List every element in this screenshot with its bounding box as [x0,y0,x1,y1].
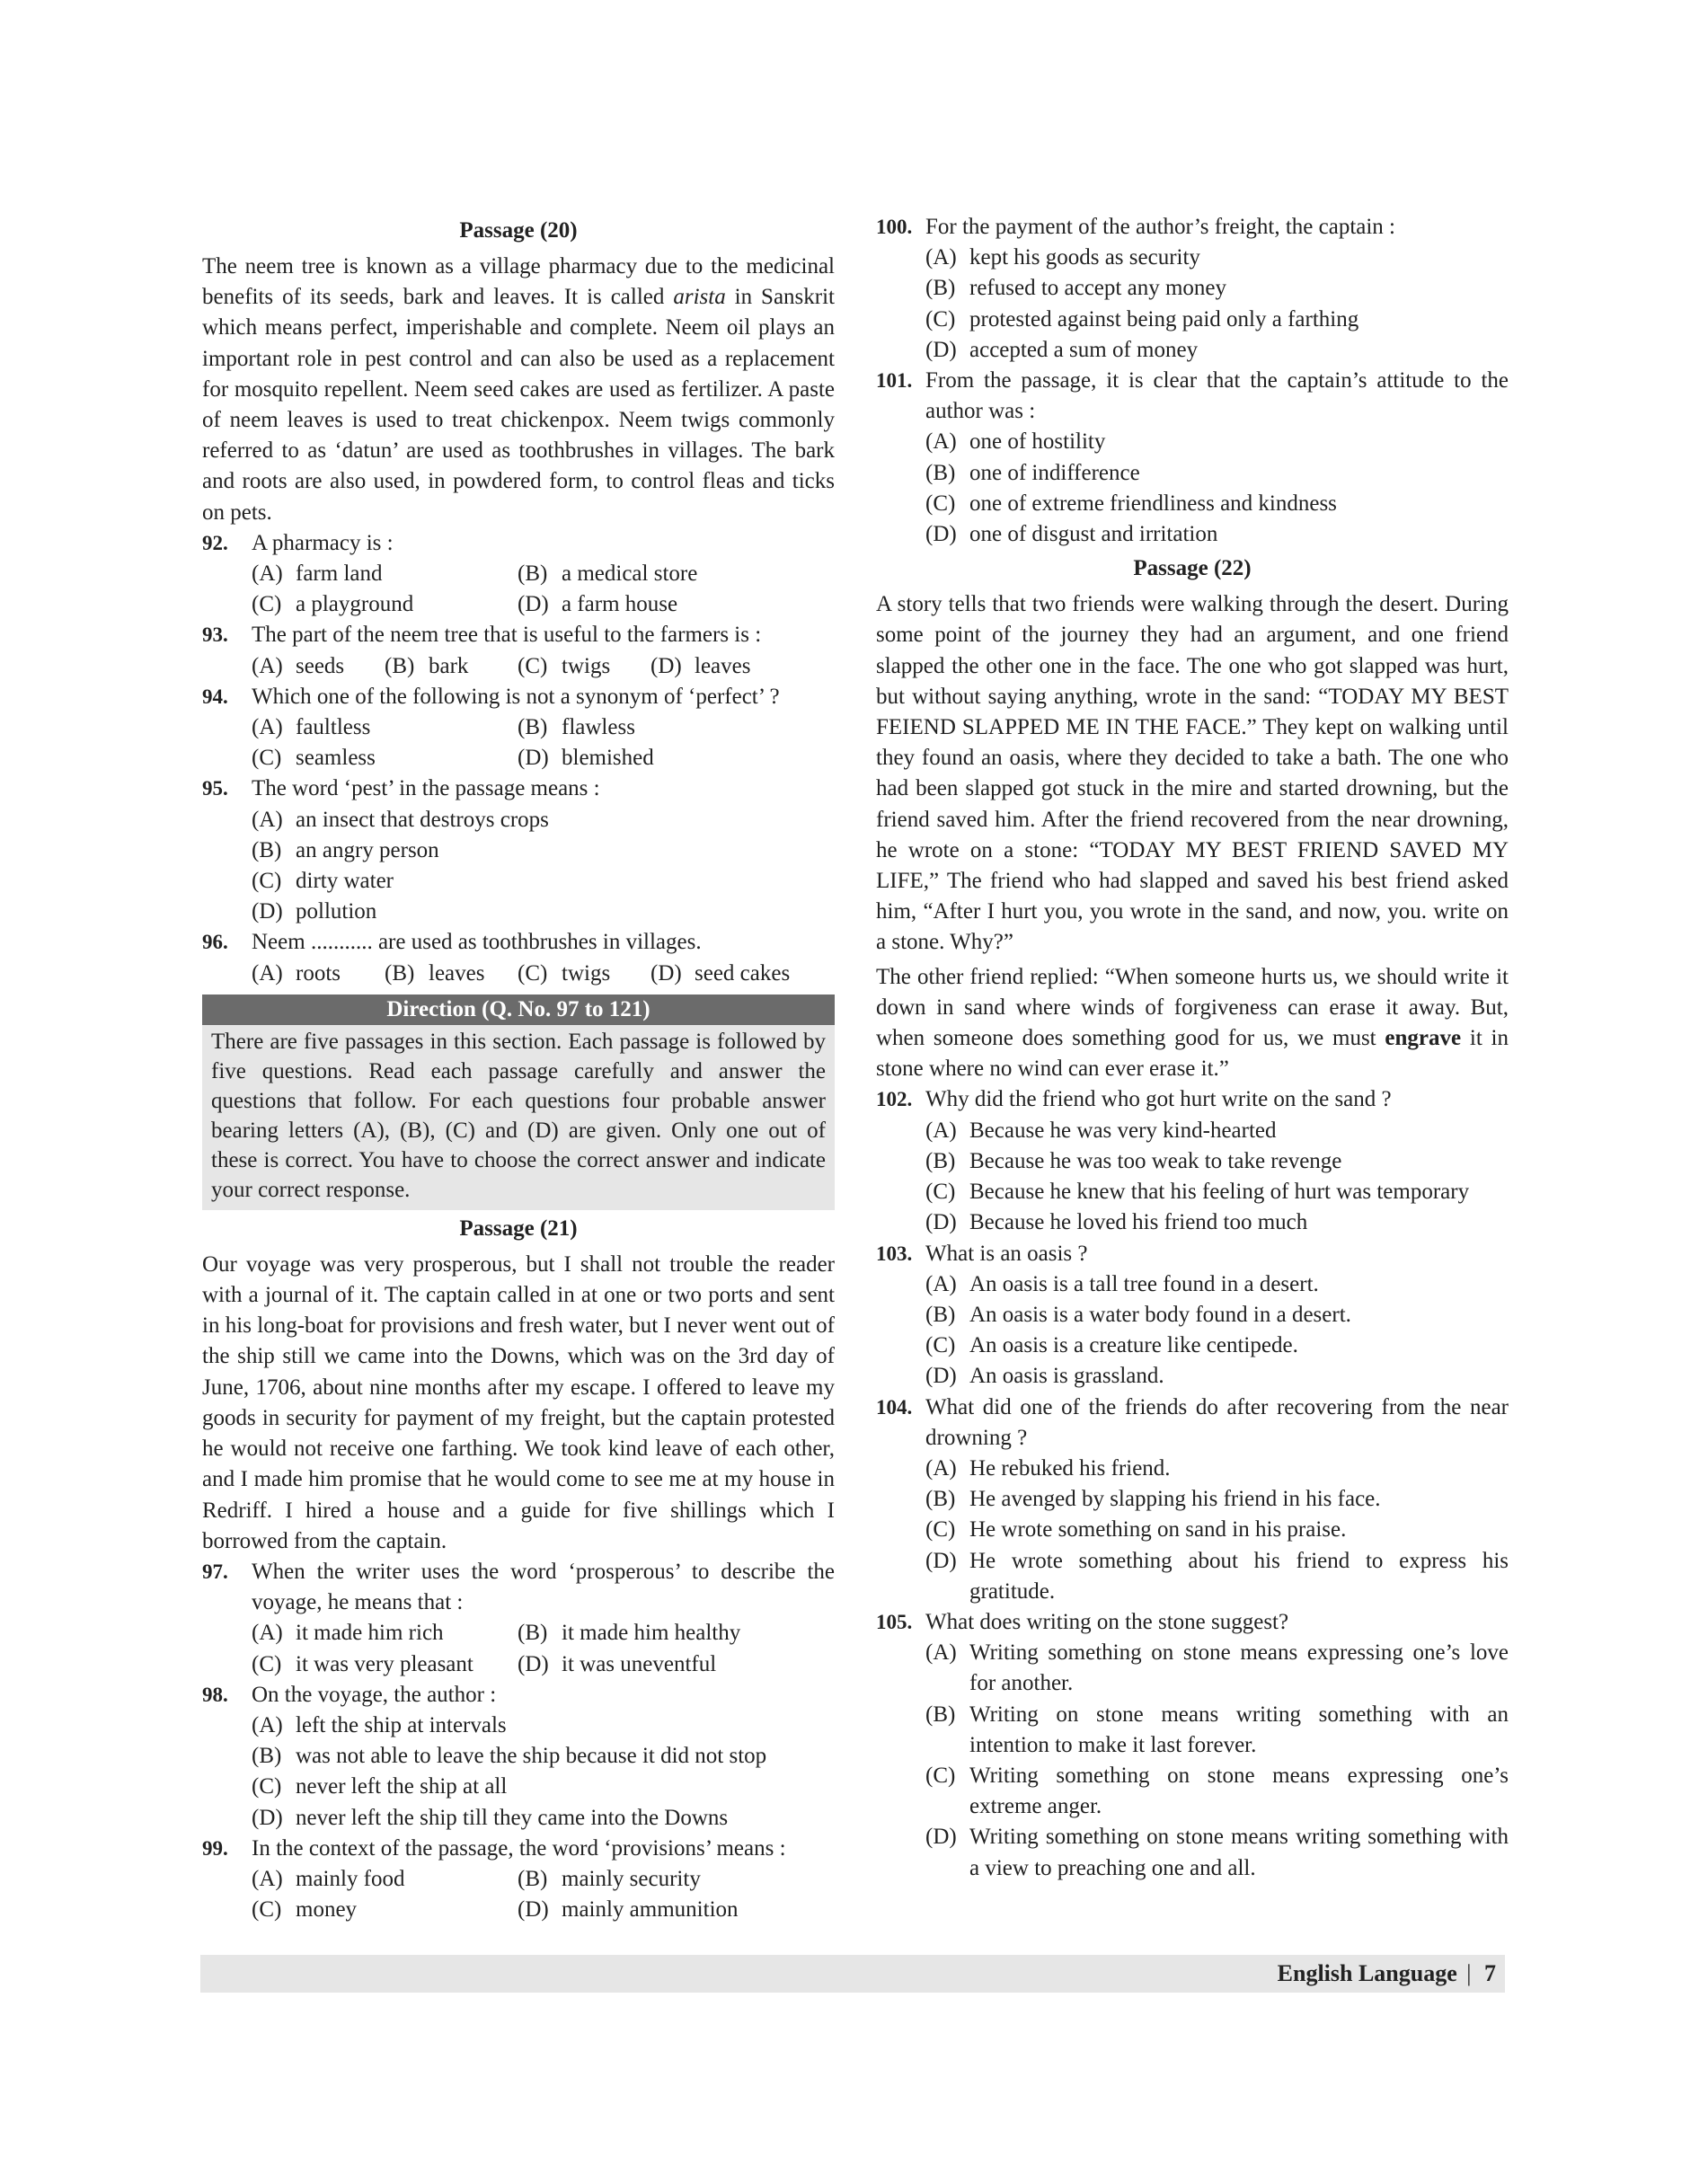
question-99 [202,1834,835,1926]
option-c: (C) Writing something on stone means expressing one’s extreme anger. [925,1763,1509,1819]
question-101 [876,366,1509,550]
question-number: 100. [876,216,913,238]
option-c: (C) twigs [518,653,611,678]
option-a: (A) an insect that destroys crops [252,807,549,832]
option-a: (A) seeds [252,653,345,678]
question-100 [876,212,1509,366]
option-d: (D) seed cakes [650,960,791,986]
question-number: 103. [876,1242,913,1265]
option-d: (D) mainly ammunition [518,1897,739,1923]
option-b: (B) Writing on stone means writing something with an intention to make it last forever. [925,1702,1509,1757]
option-d: (D) He wrote something about his friend to express his gratitude. [925,1548,1509,1604]
option-c: (C) never left the ship at all [252,1774,508,1799]
option-c: (C) He wrote something on sand in his praise. [925,1517,1347,1543]
option-c: (C) a playground [252,592,414,617]
option-a: (A) kept his goods as security [925,245,1200,270]
option-b: (B) mainly security [518,1866,701,1891]
option-b: (B) bark [385,653,469,678]
passage-22-text-part: The other friend replied: “When someone hurts us, we should write it down in sand where winds of forgiveness can erase it away. But, when someone does something good for us, we must [876,964,1509,1051]
question-number: 94. [202,685,228,708]
option-c: (C) dirty water [252,869,394,894]
option-b: (B) refused to accept any money [925,276,1226,301]
question-number: 99. [202,1836,228,1860]
passage-22-text-part: it in stone where no wind can ever erase it.” [876,1026,1509,1082]
option-b: (B) was not able to leave the ship because it did not stop [252,1744,767,1769]
option-b: (B) leaves [385,960,485,986]
passage-22-text: A story tells that two friends were walking through the desert. During some point of the journey they had an argument, and one friend slapped the other one in the face. The one who got slapped was hurt, but without saying anything, wrote in the sand: “TODAY MY BEST FEIEND SLAPPED ME IN THE FACE.” They kept on walking until they found an oasis, where they decided to take a bath. The one who had been slapped got stuck in the mire and started drowning, but the friend saved him. After the friend recovered from the near drowning, he wrote on a stone: “TODAY MY BEST FRIEND SAVED MY LIFE,” The friend who had slapped and saved his best friend asked him, “After I hurt you, you wrote in the sand, and now, you. write on a stone. Why?” [876,592,1509,955]
question-97 [202,1557,835,1680]
option-c: (C) Because he knew that his feeling of hurt was temporary [925,1180,1470,1205]
question-number: 102. [876,1088,913,1111]
passage-21-text: Our voyage was very prosperous, but I shall not trouble the reader with a journal of it. The captain called in at one or two ports and sent in his long-boat for provisions and fresh water, but I never went out of the ship still we came into the Downs, which was on the 3rd day of June, 1706, about nine months after my escape. I offered to leave my goods in security for payment of my freight, but the captain protested he would not receive one farthing. We took kind leave of each other, and I made him promise that he would come to see me at my house in Redriff. I hired a house and a guide for five shillings which I borrowed from the captain. [202,1251,835,1553]
option-b: (B) Because he was too weak to take revenge [925,1148,1342,1173]
question-text: What does writing on the stone suggest? [925,1609,1289,1634]
question-text: Which one of the following is not a synonym of ‘perfect’ ? [252,684,780,709]
question-number: 105. [876,1610,913,1633]
option-a: (A) left the ship at intervals [252,1712,507,1737]
option-a: (A) Because he was very kind-hearted [925,1118,1277,1143]
passage-22-bold-word: engrave [1385,1026,1462,1051]
option-c: (C) money [252,1897,358,1923]
option-c: (C) twigs [518,960,611,986]
option-a: (A) farm land [252,561,383,587]
question-93 [202,620,835,681]
option-a: (A) mainly food [252,1866,405,1891]
option-d: (D) never left the ship till they came into the Downs [252,1805,729,1830]
option-a: (A) roots [252,960,341,986]
question-number: 95. [202,777,228,800]
option-a: (A) faultless [252,715,371,740]
option-d: (D) Writing something on stone means writing something with a view to preaching one and all. [925,1825,1509,1880]
passage-22-title: Passage (22) [1133,556,1252,581]
question-text: For the payment of the author’s freight, the captain : [925,215,1395,239]
option-b: (B) it made him healthy [518,1621,741,1646]
question-number: 101. [876,369,913,393]
question-102 [876,1084,1509,1238]
option-a: (A) An oasis is a tall tree found in a desert. [925,1271,1319,1296]
question-text: What did one of the friends do after recovering from the near drowning ? [925,1394,1509,1450]
passage-20-text-part: The neem tree is known as a village pharmacy due to the medicinal benefits of its seeds, bark and leaves. It is called [202,254,835,310]
question-104 [876,1392,1509,1607]
footer-separator: | [1466,1960,1472,1986]
option-b: (B) a medical store [518,561,698,587]
option-d: (D) it was uneventful [518,1651,717,1676]
option-d: (D) An oasis is grassland. [925,1364,1164,1389]
direction-header: Direction (Q. No. 97 to 121) [202,995,835,1025]
option-b: (B) flawless [518,715,635,740]
question-text: The word ‘pest’ in the passage means : [252,776,600,801]
option-d: (D) blemished [518,746,654,771]
question-text: What is an oasis ? [925,1241,1088,1266]
option-c: (C) one of extreme friendliness and kindness [925,491,1337,516]
option-d: (D) accepted a sum of money [925,337,1199,362]
question-number: 98. [202,1683,228,1706]
question-105 [876,1607,1509,1884]
question-number: 104. [876,1395,913,1419]
right-column [876,212,1509,1884]
question-95 [202,774,835,927]
question-103 [876,1239,1509,1392]
passage-22-text-continued [876,962,1509,1085]
option-a: (A) it made him rich [252,1621,444,1646]
option-d: (D) pollution [252,899,377,924]
question-text: On the voyage, the author : [252,1682,497,1707]
passage-20-text-part: in Sanskrit which means perfect, imperishable and complete. Neem oil plays an important role in pest control and can also be used as a replacement for mosquito repellent. Neem seed cakes are used as fertilizer. A paste of neem leaves is used to treat chickenpox. Neem twigs commonly referred to as ‘datun’ are used as toothbrushes in villages. The bark and roots are also used, in powdered form, to control fleas and ticks on pets. [202,285,835,525]
passage-20-italic-word: arista [673,285,726,310]
passage-20-text [202,252,835,528]
passage-20-title: Passage (20) [459,218,578,243]
direction-text: There are five passages in this section. Each passage is followed by five questions. Read each passage carefully and answer the questions that follow. For each questions four probable answer bearing letters (A), (B), (C) and (D) are given. Only one out of these is correct. You have to choose the correct answer and indicate your correct response. [202,1025,835,1210]
option-a: (A) Writing something on stone means expressing one’s love for another. [925,1640,1509,1696]
option-d: (D) Because he loved his friend too much [925,1210,1308,1235]
question-number: 93. [202,623,228,647]
option-d: (D) leaves [650,653,751,678]
page-number: 7 [1484,1960,1496,1986]
question-96 [202,927,835,988]
question-number: 96. [202,931,228,954]
option-b: (B) He avenged by slapping his friend in his face. [925,1487,1381,1512]
question-text: When the writer uses the word ‘prosperous’ to describe the voyage, he means that : [252,1559,835,1615]
question-text: From the passage, it is clear that the captain’s attitude to the author was : [925,368,1509,424]
option-c: (C) An oasis is a creature like centipede. [925,1333,1298,1358]
left-column [202,212,835,1925]
passage-21-title: Passage (21) [459,1216,578,1241]
question-number: 97. [202,1560,228,1583]
option-b: (B) an angry person [252,837,439,862]
question-text: In the context of the passage, the word ‘provisions’ means : [252,1835,786,1861]
option-b: (B) one of indifference [925,460,1140,485]
option-c: (C) it was very pleasant [252,1651,473,1676]
option-c: (C) seamless [252,746,376,771]
question-text: The part of the neem tree that is useful to the farmers is : [252,623,762,648]
question-text: Neem ........... are used as toothbrushes in villages. [252,930,702,955]
question-92 [202,528,835,621]
option-a: (A) He rebuked his friend. [925,1455,1171,1481]
option-d: (D) one of disgust and irritation [925,522,1218,547]
question-text: Why did the friend who got hurt write on the sand ? [925,1087,1392,1112]
question-number: 92. [202,531,228,554]
footer-subject: English Language [1277,1960,1457,1986]
footer-text [1278,1958,1496,1989]
option-b: (B) An oasis is a water body found in a desert. [925,1302,1351,1327]
question-text: A pharmacy is : [252,530,394,555]
question-98 [202,1680,835,1834]
option-a: (A) one of hostility [925,429,1106,455]
page-footer [200,1955,1505,1993]
option-c: (C) protested against being paid only a farthing [925,306,1359,332]
question-94 [202,682,835,774]
option-d: (D) a farm house [518,592,678,617]
